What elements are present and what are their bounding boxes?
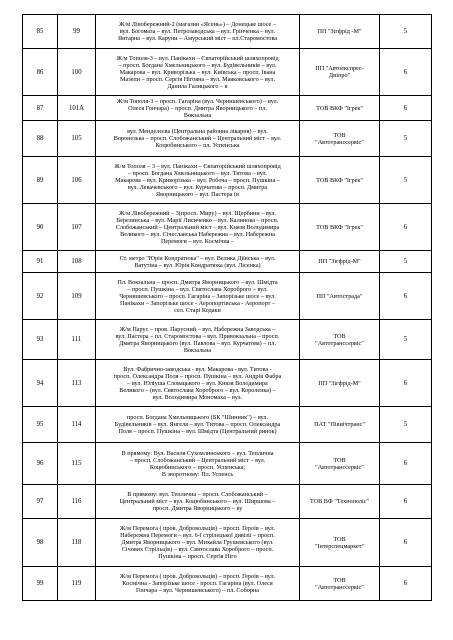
route-number-cell [58,485,96,519]
vehicle-count-cell [380,407,432,443]
vehicle-count: 5 [403,258,408,265]
carrier-name-line: ТОВ [333,131,346,139]
route-path-cell [96,204,300,251]
route-table-body [23,15,432,601]
route-path-line: Воронезька – просп. Слобожанський – Центральний міст – вул. [113,135,282,142]
route-path-line: Ж/м Парус – пров. Парусний – вул. Набережна Заводська – [119,325,276,333]
route-number: 99 [73,28,80,35]
route-number: 118 [71,539,82,546]
route-number-cell [58,443,96,485]
route-path-line: Перемоги – вул. Космічна – [160,237,235,245]
route-path-line: Ж/м Перемога ( пров. Добровольців) – просп. Героїв – вул. [119,525,276,532]
route-number: 113 [71,379,82,387]
carrier-name-line: Дніпро" [328,72,351,79]
row-number-cell [23,204,58,251]
route-path-line: – просп. Богдана Хмельницького – вул. Будівельників – вул. [118,61,277,69]
vehicle-count-cell [380,567,432,601]
vehicle-count: 5 [403,421,408,428]
route-path-line: вул. Володимира Мономаха – вул. [152,393,243,401]
row-number-cell [23,49,58,96]
route-path-line: Янтарна – вул. Каруни – Амурський міст – пл.Старомостова [117,35,278,42]
vehicle-count-cell [380,15,432,49]
route-path-line: вул. Менделєєва (Центральна районна лікарня) – вул. [127,128,268,135]
carrier-cell [300,519,380,567]
route-path-cell [96,443,300,485]
route-path-line: – просп. Богдана Хмельницького – вул. Титова – вул. [127,169,268,177]
row-number-cell [23,443,58,485]
carrier-name-line: ПП "Зігфрід -М" [317,28,362,35]
table-row [23,519,432,567]
carrier-cell [300,320,380,360]
route-path-cell [96,407,300,443]
row-number-cell [23,15,58,49]
route-path-line: – вул. Юліуша Словацького – вул. Князя Володимира [127,379,268,387]
table-row [23,443,432,485]
table-row [23,485,432,519]
row-number-cell [23,96,58,121]
route-number: 109 [71,292,82,300]
route-path-line: Космічна - Запорізьке шосе - просп. Гагаріна (вул. Олеся [122,580,273,587]
table-row [23,407,432,443]
vehicle-count: 6 [403,460,408,467]
row-number-cell [23,407,58,443]
carrier-cell [300,49,380,96]
route-path-line: Великого – (вул. Святослава Хороброго – вул. Короленка) – [119,386,276,394]
table-row [23,204,432,251]
route-path-line: В прямому: вул. Теплична – просп. Слобожанський – [127,491,268,498]
vehicle-count: 5 [403,176,408,184]
route-path-line: Коцюбинського – просп. Успенська; [149,463,246,471]
carrier-name-line: "Автотранссервіс" [315,339,364,347]
route-path-cell [96,485,300,519]
row-number: 88 [36,135,44,142]
vehicle-count-cell [380,519,432,567]
carrier-name-line: ПП "Зігфрід-М" [318,379,361,387]
route-path-cell [96,320,300,360]
route-path-line: Слобожанський – Центральний міст – вул. Князя Володимира [115,223,280,231]
route-path-line: Дмитра Яворницького (вул. Павлова – вул. Курчатова) – пл. [119,339,276,347]
carrier-cell [300,157,380,204]
table-row [23,157,432,204]
route-number: 101А [68,104,85,112]
row-number: 99 [36,580,44,587]
route-path-line: Набережна Перемоги – вул. 6-ї стрілецької дивізії – просп. [120,532,275,539]
row-number: 91 [36,258,44,265]
route-table-container [22,14,432,601]
carrier-name-line: ТОВ [333,576,346,584]
route-number-cell [58,15,96,49]
carrier-cell [300,251,380,273]
route-number-cell [58,204,96,251]
route-path-line: Січових Стрільців) – вул. Святослава Хороброго – просп. [121,546,274,553]
row-number: 95 [36,421,44,428]
table-row [23,49,432,96]
carrier-name-line: "Автотранссервіс" [315,583,364,591]
route-path-cell [96,157,300,204]
carrier-cell [300,121,380,157]
route-number-cell [58,49,96,96]
vehicle-count-cell [380,273,432,320]
table-row [23,121,432,157]
carrier-name-line: ПП "Зігфрід-М" [318,258,361,265]
carrier-name-line: ТОВ ВКФ "Ігрек" [316,223,363,231]
route-path-line: Березинська – вул. Марії Лисиченко – вул. Калинова – просп. [116,216,279,224]
row-number: 85 [36,28,44,35]
carrier-cell [300,567,380,601]
carrier-name-line: ПП "Автострада" [316,292,363,300]
row-number-cell [23,251,58,273]
route-path-line: Центральний міст – вул. Коцюбинського – вул. Ширшова – [119,498,276,505]
route-path-line: Будівельників – вул. Янгеля – вул. Титова – просп. Олександра [114,421,281,428]
route-path-line: Дмитра Яворницького – вул. Михайла Грушевського (вул. [121,539,274,546]
route-path-line: Вул. Фабрично-заводська - вул. Макарова - вул. Титова - [123,365,272,373]
carrier-cell [300,407,380,443]
route-path-line: Ватутіна – вул. Юрія Кондратюка (вул. Лісенка) [134,261,261,269]
route-path-line: просп. Дмитра Яворницького – ву [152,505,243,512]
vehicle-count-cell [380,121,432,157]
row-number: 96 [36,460,44,467]
row-number: 94 [36,379,44,387]
row-number: 90 [36,223,44,231]
route-number-cell [58,273,96,320]
route-number-cell [58,567,96,601]
route-number-cell [58,360,96,407]
carrier-name-line: ТОВ ВФ "Технополіс" [309,498,370,505]
vehicle-count-cell [380,204,432,251]
route-path-line: Вокзальна [183,346,212,354]
row-number-cell [23,273,58,320]
table-row [23,320,432,360]
route-number: 114 [71,421,82,428]
row-number-cell [23,567,58,601]
route-path-line: Олеся Гончара) – просп. Дмитра Яворницького – пл. [128,104,267,112]
route-path-line: Панікахи – Запорізьке шосе - Аеропортівська - Аеропорт – [120,299,275,307]
route-number: 107 [71,223,82,231]
route-path-cell [96,251,300,273]
route-path-line: Ст. метро "Юрія Кондратюка" – вул. Велика Діївська – вул. [119,254,276,262]
carrier-cell [300,204,380,251]
route-number: 105 [71,135,82,142]
route-number: 108 [71,258,82,265]
route-path-line: просп. Олександра Поля – просп. Пушкіна – вул. Андрія Фабра [113,372,282,380]
table-row [23,360,432,407]
route-path-line: Пл. Вокзальна – просп. Дмитра Яворницького – вул. Шмідта [117,278,278,286]
vehicle-count: 6 [403,539,408,546]
row-number: 89 [36,176,44,184]
route-path-line: Макарова – вул. Криворізька – вул. Робоча – просп. Пушкіна – [115,176,280,184]
carrier-cell [300,273,380,320]
carrier-name-line: ТОВ [333,332,346,340]
route-path-line: вул. Богомаза – вул. Петрозаводська – вул. Грінченка – вул. [119,28,276,35]
vehicle-count-cell [380,360,432,407]
carrier-name-line: ТОВ [333,535,346,543]
route-table [22,14,432,601]
route-number: 115 [71,460,82,467]
route-path-line: Ж/м Лівобережний – 3(просп. Миру) – вул. Щербини – вул. [118,209,277,217]
vehicle-count: 6 [403,68,408,76]
route-path-cell [96,360,300,407]
carrier-cell [300,15,380,49]
route-number-cell [58,251,96,273]
vehicle-count: 6 [403,379,408,387]
route-path-line: вул. Левачевського – вул. Курчатова – просп. Дмитра [127,183,268,191]
route-number-cell [58,157,96,204]
route-path-line: сел. Старі Кодаки [174,306,221,314]
vehicle-count-cell [380,251,432,273]
table-row [23,251,432,273]
table-row [23,96,432,121]
vehicle-count: 5 [403,28,408,35]
vehicle-count-cell [380,320,432,360]
route-path-line: В зворотному: Пл. Успенсь [161,470,234,478]
route-path-cell [96,96,300,121]
row-number: 93 [36,336,44,343]
route-path-line: Великого – вул. Січеславська Набережна – вул. Набережна [120,230,275,238]
route-path-line: В прямому: Вул. Василя Сухомлинського – вул. Теплична [121,449,274,457]
vehicle-count: 6 [403,498,408,505]
row-number: 87 [36,104,44,112]
route-path-line: – просп. Слобожанський – Центральний міст – вул. [129,456,266,464]
route-path-line: вул. Пастера – пл. Старомостова – вул. Привокзальна – просп. [115,332,280,340]
carrier-name-line: "Автотранссервіс" [315,138,364,146]
route-path-line: Пушкіна – просп. Сергія Ніго [158,553,237,560]
route-path-line: Макарова – вул. Криворізька – вул. Київська – просп. Івана [119,68,276,76]
route-number-cell [58,519,96,567]
route-path-line: Поля – просп. Пушкіна – вул. Шмідта (Центральний ринок) [118,428,277,435]
vehicle-count-cell [380,443,432,485]
vehicle-count: 6 [403,104,408,112]
row-number: 92 [36,292,44,300]
carrier-name-line: ТОВ ВКФ "Ігрек" [316,104,363,112]
route-path-cell [96,567,300,601]
route-path-cell [96,273,300,320]
carrier-name-line: ТОВ [333,456,346,464]
vehicle-count: 6 [403,223,408,231]
route-path-cell [96,49,300,96]
carrier-name-line: "Автотранссервіс" [315,463,364,471]
route-path-cell [96,121,300,157]
row-number: 97 [36,498,44,505]
route-path-cell [96,15,300,49]
route-number: 106 [71,176,82,184]
route-path-line: Ж/м Перемога ( пров. Добровольців) – просп. Героїв – вул. [119,573,276,580]
table-row [23,15,432,49]
row-number: 98 [36,539,44,546]
route-path-line: Вокзальна [183,111,212,119]
route-number: 111 [71,336,82,343]
row-number-cell [23,121,58,157]
route-path-line: Гончара – вул. Чернишевського) – пл. Соборна [135,587,260,594]
table-row [23,567,432,601]
vehicle-count: 5 [403,336,408,343]
vehicle-count: 5 [403,135,408,142]
route-number: 119 [71,580,82,587]
carrier-cell [300,96,380,121]
route-path-line: Коцюбинського – пл. Успенська [155,142,240,149]
route-number: 116 [71,498,82,505]
route-number: 100 [71,68,82,76]
vehicle-count-cell [380,485,432,519]
route-path-line: Яворницького – вул. Пастера (в [156,190,239,198]
route-path-cell [96,519,300,567]
row-number-cell [23,485,58,519]
vehicle-count-cell [380,96,432,121]
route-path-line: просп. Богдана Хмельницького (БК "Шинник") – вул. [126,414,269,421]
carrier-cell [300,360,380,407]
vehicle-count-cell [380,157,432,204]
row-number-cell [23,320,58,360]
vehicle-count: 6 [403,292,408,300]
vehicle-count-cell [380,49,432,96]
route-path-line: Чернишевського – просп. Гагаріна – Запорізьке шосе – вул. [119,292,276,300]
route-number-cell [58,121,96,157]
route-number-cell [58,407,96,443]
carrier-cell [300,485,380,519]
route-path-line: – просп. Пушкіна – вул. Святослава Хороброго – вул. [127,285,268,293]
route-path-line: Ж/м Лівобережний-2 (магазин «Ясень») – Донецьке шосе – [119,21,276,28]
vehicle-count: 6 [403,580,408,587]
carrier-name-line: ПП "Автоекспрес- [315,65,364,72]
route-path-line: Ж/м Тополя-3 – просп. Гагаріна (вул. Чернишевського) – вул. [116,97,279,105]
carrier-cell [300,443,380,485]
carrier-name-line: "Інтерспецмаркет" [314,542,365,550]
carrier-name-line: ТОВ ВКФ "Ігрек" [316,176,363,184]
carrier-name-line: ПАТ "Північтранс" [314,421,365,428]
route-path-line: Данила Галицького – в [167,82,228,90]
row-number-cell [23,157,58,204]
table-row [23,273,432,320]
route-number-cell [58,320,96,360]
route-number-cell [58,96,96,121]
row-number: 86 [36,68,44,76]
route-path-line: Мазепи – просп. Сергія Нігояна – вул. Маяковського – вул. [119,75,276,83]
route-path-line: Ж/м Тополя – 3 – вул. Панікахи – Євпаторійський шляхопровід [114,162,281,170]
row-number-cell [23,519,58,567]
route-path-line: Ж/м Тополя-3 – вул. Панікахи – Євпаторійський шляхопровід [116,54,279,62]
row-number-cell [23,360,58,407]
